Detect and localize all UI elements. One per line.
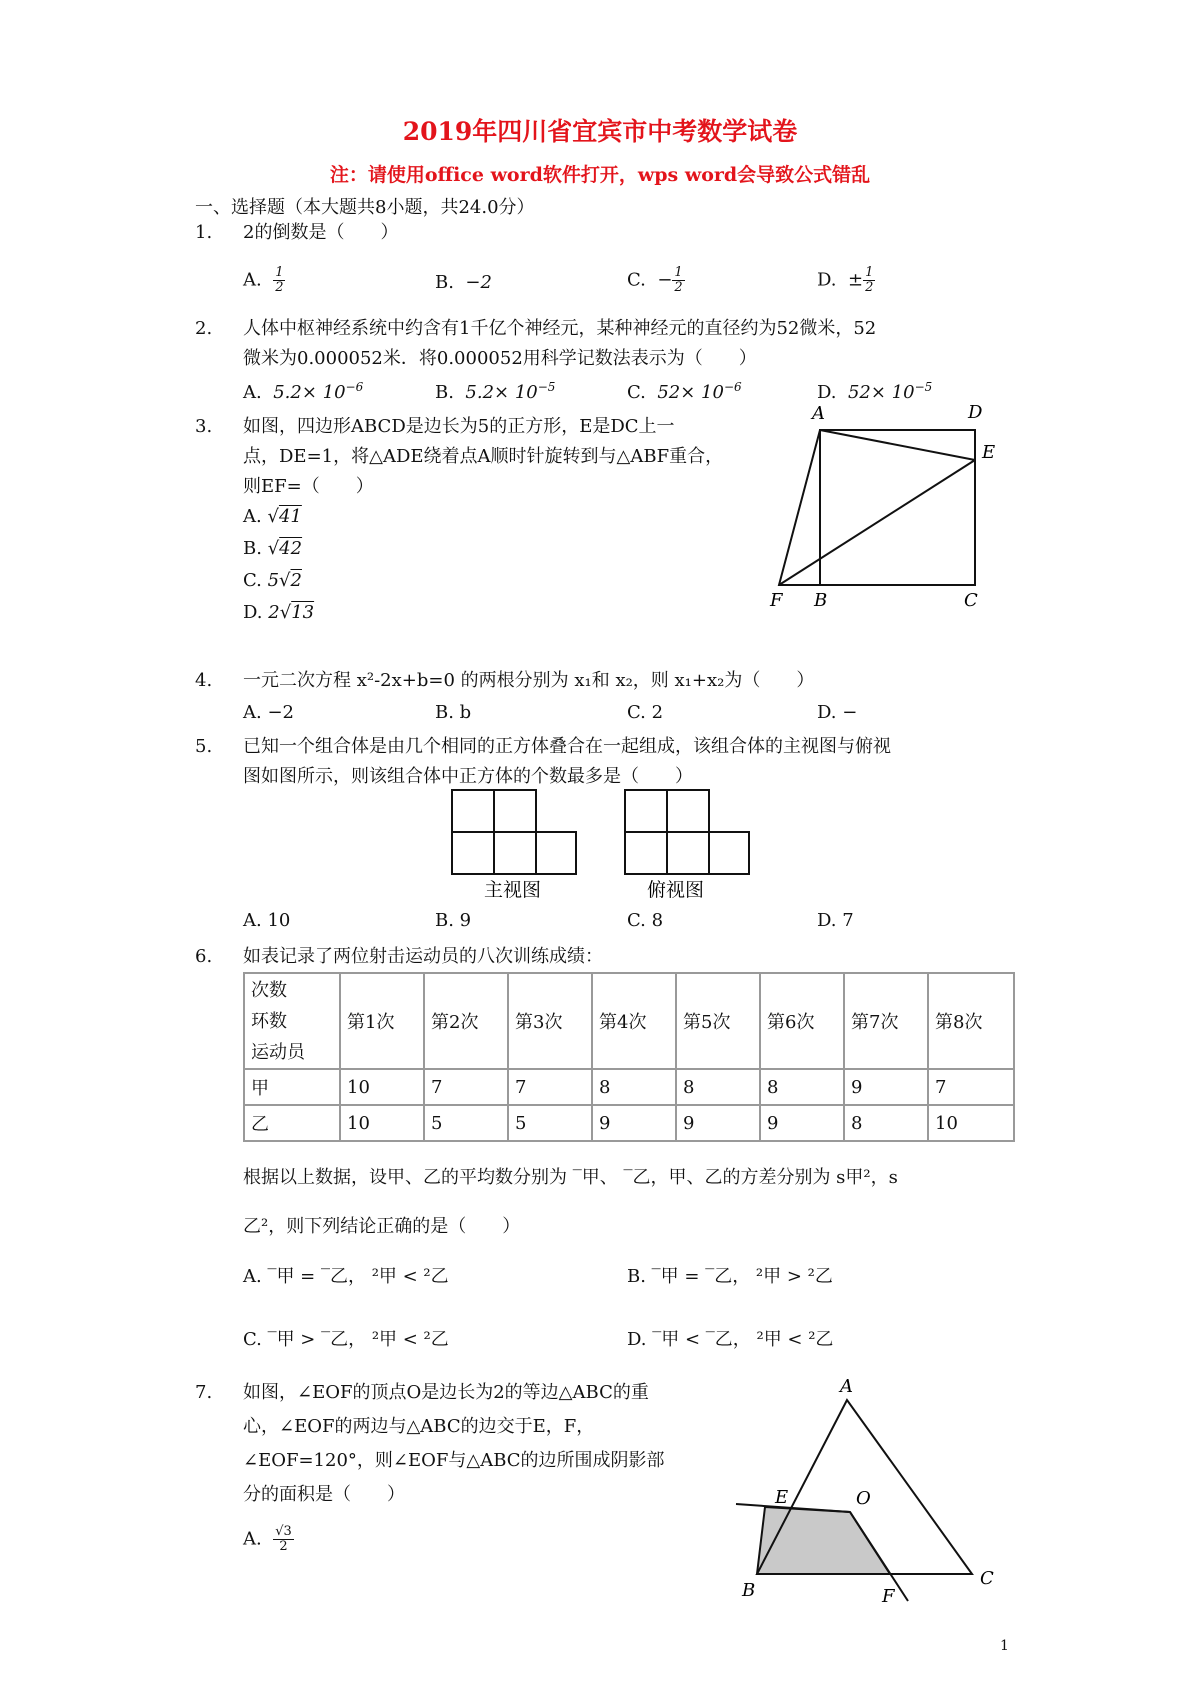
q5-option-a: A. 10 [243,910,291,931]
page-title: 2019年四川省宜宾市中考数学试卷 [402,117,798,146]
q4-option-a: A. −2 [243,702,294,723]
q2-option-d: D. $52\times 10^{-5}$ [817,380,933,403]
table-row [244,1105,1014,1141]
table-header-cell: 第4次 [592,973,676,1069]
table-header-cell: 第8次 [928,973,1014,1069]
q5-number: 5. [195,736,213,757]
q2-number: 2. [195,318,213,339]
q7-figure [730,1378,1000,1608]
table-header-cell: 第5次 [676,973,760,1069]
table-cell: 9 [676,1105,760,1141]
front-view-label: 主视图 [484,879,542,900]
table-cell: 9 [844,1069,928,1105]
q2-stem-line1: 人体中枢神经系统中约含有1千亿个神经元，某种神经元的直径约为52微米，52 [243,318,877,339]
top-view-label: 俯视图 [647,879,705,900]
q2-stem-line2: 微米为0.000052米．将0.000052用科学记数法表示为（ ） [243,348,757,369]
page-number: 1 [1000,1638,1009,1654]
q5-stem-line1: 已知一个组合体是由几个相同的正方体叠合在一起组成，该组合体的主视图与俯视 [243,736,891,757]
q6-option-c: C. ‾甲 > ‾乙， ²甲 < ²乙 [243,1329,449,1350]
q6-option-d: D. ‾甲 < ‾乙， ²甲 < ²乙 [627,1329,834,1350]
table-header-cell: 第7次 [844,973,928,1069]
q1-option-b: B. −2 [435,272,492,293]
segment-ae [820,430,975,460]
q3-stem-line1: 如图，四边形ABCD是边长为5的正方形，E是DC上一 [243,416,675,437]
row-label: 乙 [244,1105,340,1141]
table-row [244,1069,1014,1105]
q6-option-a: A. ‾甲 = ‾乙， ²甲 < ²乙 [243,1266,449,1287]
table-cell: 10 [340,1105,424,1141]
q1-option-a: A. $\frac{1}{2}$ [243,265,284,295]
q1-stem: 2的倒数是（ ） [243,222,399,243]
label-e: E [982,442,996,463]
q3-figure [760,400,1000,610]
label-c: C [964,590,978,610]
q3-option-d: D. 2√13 [243,602,315,623]
q7-option-a: A. $\frac{√3}{2}$ [243,1524,292,1554]
label-e: E [775,1487,789,1508]
q2-option-a: A. $5.2\times 10^{-6}$ [243,380,364,403]
label-b: B [742,1580,756,1601]
q2-option-c: C. $52\times 10^{-6}$ [627,380,742,403]
q3-stem-line2: 点，DE=1，将△ADE绕着点A顺时针旋转到与△ABF重合， [243,446,724,467]
q3-number: 3. [195,416,213,437]
label-a: A [812,403,825,424]
q6-number: 6. [195,946,213,967]
table-corner-cell: 次数 环数 运动员 [244,973,340,1069]
table-cell: 10 [928,1105,1014,1141]
q3-option-b: B. √42 [243,538,303,559]
label-o: O [856,1488,871,1509]
label-b: B [814,590,828,610]
label-a: A [840,1378,853,1397]
score-table [243,972,1015,1142]
segment-ef [779,460,975,585]
q5-stem-line2: 图如图所示，则该组合体中正方体的个数最多是（ ） [243,766,693,787]
q5-option-c: C. 8 [627,910,664,931]
q1-option-c: C. − $\frac{1}{2}$ [627,265,683,295]
q1-option-d: D. ± $\frac{1}{2}$ [817,265,874,295]
label-d: D [968,402,983,423]
table-cell: 8 [676,1069,760,1105]
q5-option-b: B. 9 [435,910,472,931]
q7-number: 7. [195,1382,213,1403]
label-c: C [980,1568,994,1589]
q6-option-b: B. ‾甲 = ‾乙， ²甲 > ²乙 [627,1266,833,1287]
table-cell: 5 [508,1105,592,1141]
q4-option-d: D. − [817,702,858,723]
table-header-cell: 第1次 [340,973,424,1069]
q6-text-line2: 乙²，则下列结论正确的是（ ） [243,1216,521,1237]
square-abcd [820,430,975,585]
table-cell: 5 [424,1105,508,1141]
front-view-figure [450,788,580,900]
q6-text-line1: 根据以上数据，设甲、乙的平均数分别为 ‾甲、 ‾乙，甲、乙的方差分别为 s甲²，s [243,1167,898,1188]
shaded-region [757,1507,890,1574]
table-cell: 8 [844,1105,928,1141]
table-cell: 9 [760,1105,844,1141]
q3-option-a: A. √41 [243,506,302,527]
row-label: 甲 [244,1069,340,1105]
table-cell: 7 [508,1069,592,1105]
q4-option-c: C. 2 [627,702,664,723]
table-header-cell: 第6次 [760,973,844,1069]
q3-option-c: C. 5√2 [243,570,302,591]
note: 注：请使用office word软件打开，wps word会导致公式错乱 [329,164,871,186]
table-cell: 10 [340,1069,424,1105]
table-header-cell: 第3次 [508,973,592,1069]
q4-stem: 一元二次方程 x²-2x+b=0 的两根分别为 x₁和 x₂，则 x₁+x₂为（ ） [243,670,815,691]
q4-number: 4. [195,670,213,691]
q7-stem-line1: 如图，∠EOF的顶点O是边长为2的等边△ABC的重 [243,1382,649,1403]
table-cell: 7 [424,1069,508,1105]
section-heading: 一、选择题（本大题共8小题，共24.0分） [195,197,535,218]
q4-option-b: B. b [435,702,472,723]
q1-number: 1. [195,222,213,243]
q7-stem-line3: ∠EOF=120°，则∠EOF与△ABC的边所围成阴影部 [243,1450,665,1471]
table-cell: 7 [928,1069,1014,1105]
q3-stem-line3: 则EF=（ ） [243,476,374,497]
q7-stem-line4: 分的面积是（ ） [243,1484,405,1505]
table-header-cell: 第2次 [424,973,508,1069]
label-f: F [770,590,783,610]
q5-option-d: D. 7 [817,910,854,931]
table-cell: 8 [592,1069,676,1105]
table-cell: 9 [592,1105,676,1141]
q6-intro: 如表记录了两位射击运动员的八次训练成绩： [243,946,603,967]
table-header-row [244,973,1014,1069]
top-view-figure [623,788,753,900]
q7-stem-line2: 心，∠EOF的两边与△ABC的边交于E，F， [243,1416,595,1437]
label-f: F [882,1586,895,1607]
table-cell: 8 [760,1069,844,1105]
q2-option-b: B. $5.2\times 10^{-5}$ [435,380,556,403]
